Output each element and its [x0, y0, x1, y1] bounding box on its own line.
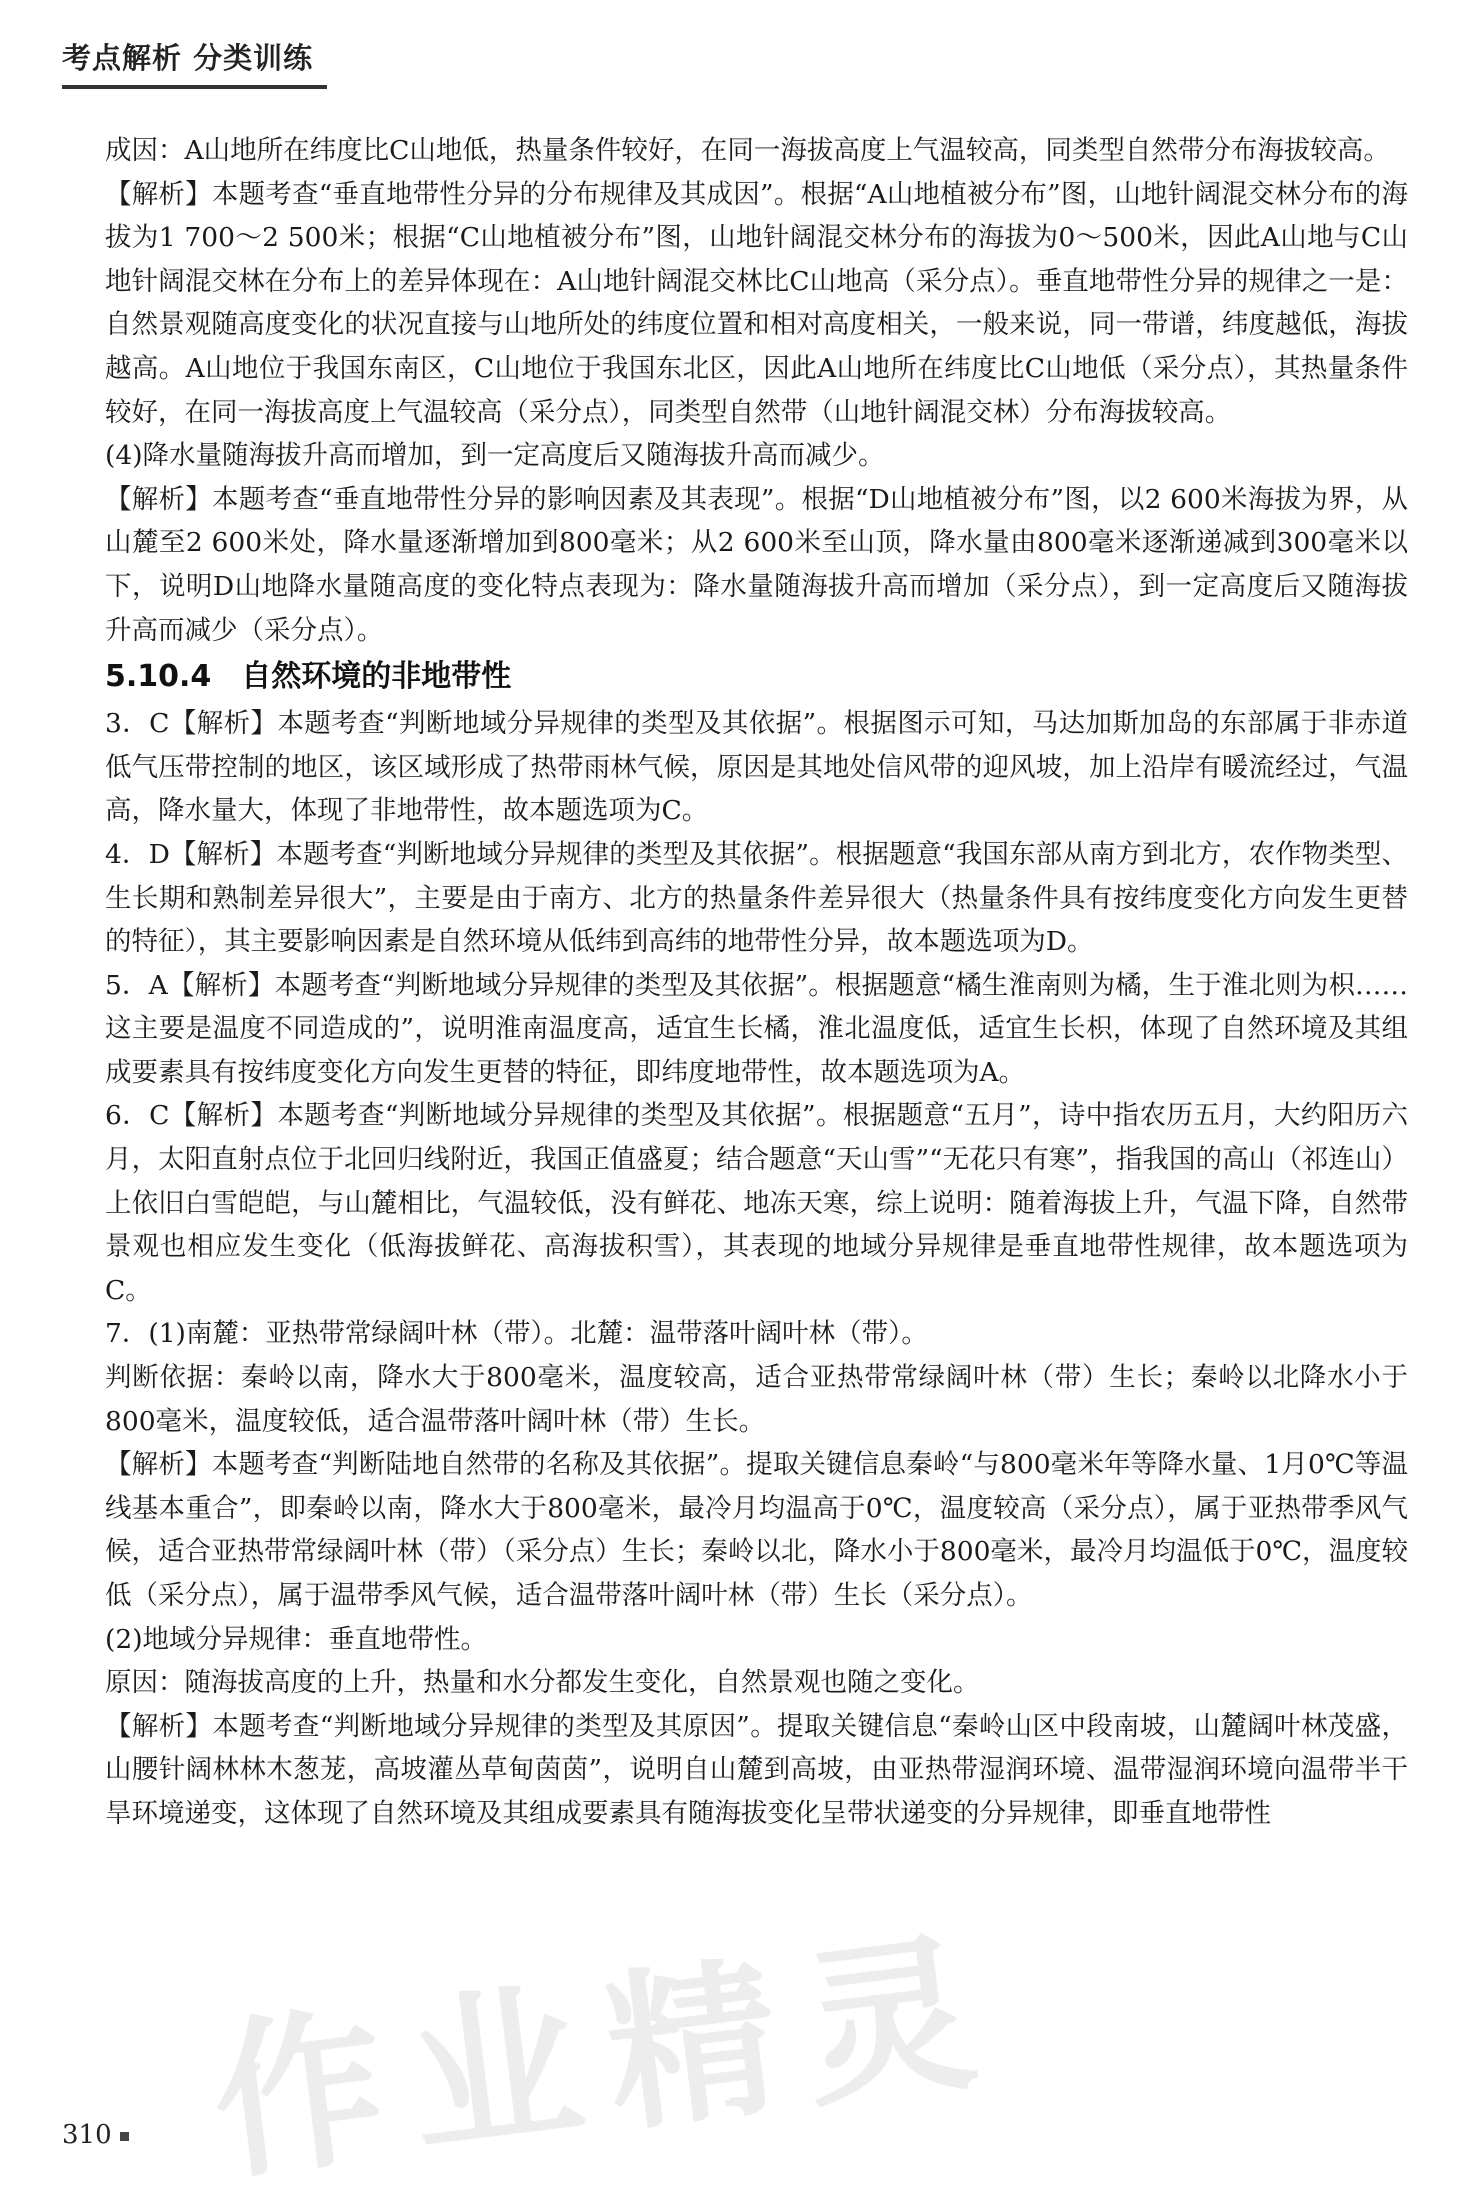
page-body: [105, 129, 1408, 1836]
page-number: 310: [62, 2120, 112, 2150]
paragraph-answer-3: 3．C【解析】本题考查“判断地域分异规律的类型及其依据”。根据图示可知，马达加斯加岛的东部属于非赤道低气压带控制的地区，该区域形成了热带雨林气候，原因是其地处信风带的迎风坡，加上沿岸有暖流经过，气温高，降水量大，体现了非地带性，故本题选项为C。: [105, 708, 1408, 827]
paragraph-answer-5: 5．A【解析】本题考查“判断地域分异规律的类型及其依据”。根据题意“橘生淮南则为橘，生于淮北则为枳……这主要是温度不同造成的”，说明淮南温度高，适宜生长橘，淮北温度低，适宜生长枳，体现了自然环境及其组成要素具有按纬度变化方向发生更替的特征，即纬度地带性，故本题选项为A。: [105, 969, 1408, 1088]
header-title: 考点解析 分类训练: [62, 41, 314, 75]
paragraph-analysis-4: 【解析】本题考查“垂直地带性分异的影响因素及其表现”。根据“D山地植被分布”图，以2 600米海拔为界，从山麓至2 600米处，降水量逐渐增加到800毫米；从2 600米至山顶，降水量由800毫米逐渐递减到300毫米以下，说明D山地降水量随高度的变化特点表现为：降水量随海拔升高而增加（采分点），到一定高度后又随海拔升高而减少（采分点）。: [105, 483, 1408, 646]
paragraph-analysis-7-2: 【解析】本题考查“判断地域分异规律的类型及其原因”。提取关键信息“秦岭山区中段南坡，山麓阔叶林茂盛，山腰针阔林林木葱茏，高坡灌丛草甸茵茵”，说明自山麓到高坡，由亚热带湿润环境、温带湿润环境向温带半干旱环境递变，这体现了自然环境及其组成要素具有随海拔变化呈带状递变的分异规律，即垂直地带性: [105, 1710, 1408, 1829]
paragraph-answer-6: 6．C【解析】本题考查“判断地域分异规律的类型及其依据”。根据题意“五月”，诗中指农历五月，大约阳历六月，太阳直射点位于北回归线附近，我国正值盛夏；结合题意“天山雪”“无花只有寒”，指我国的高山（祁连山）上依旧白雪皑皑，与山麓相比，气温较低，没有鲜花、地冻天寒，综上说明：随着海拔上升，气温下降，自然带景观也相应发生变化（低海拔鲜花、高海拔积雪），其表现的地域分异规律是垂直地带性规律，故本题选项为C。: [105, 1100, 1408, 1306]
paragraph-answer-4: (4)降水量随海拔升高而增加，到一定高度后又随海拔升高而减少。: [105, 440, 885, 472]
paragraph-reason: 原因：随海拔高度的上升，热量和水分都发生变化，自然景观也随之变化。: [105, 1667, 980, 1699]
page-marker-square: [120, 2132, 129, 2141]
page-header: [62, 36, 327, 89]
paragraph-basis: 判断依据：秦岭以南，降水大于800毫米，温度较高，适合亚热带常绿阔叶林（带）生长；秦岭以北降水小于800毫米，温度较低，适合温带落叶阔叶林（带）生长。: [105, 1362, 1408, 1437]
watermark: 作业精灵: [202, 1911, 1014, 2205]
paragraph-analysis-7-1: 【解析】本题考查“判断陆地自然带的名称及其依据”。提取关键信息秦岭“与800毫米年等降水量、1月0℃等温线基本重合”，即秦岭以南，降水大于800毫米，最冷月均温高于0℃，温度较高（采分点），属于亚热带季风气候，适合亚热带常绿阔叶林（带）（采分点）生长；秦岭以北，降水小于800毫米，最冷月均温低于0℃，温度较低（采分点），属于温带季风气候，适合温带落叶阔叶林（带）生长（采分点）。: [105, 1449, 1408, 1611]
paragraph-answer-7-2: (2)地域分异规律：垂直地带性。: [105, 1623, 488, 1655]
paragraph-cause-a: 成因：A山地所在纬度比C山地低，热量条件较好，在同一海拔高度上气温较高，同类型自然带分布海拔较高。: [105, 135, 1390, 166]
paragraph-answer-7-1: 7．(1)南麓：亚热带常绿阔叶林（带）。北麓：温带落叶阔叶林（带）。: [105, 1318, 928, 1350]
paragraph-answer-4d: 4．D【解析】本题考查“判断地域分异规律的类型及其依据”。根据题意“我国东部从南方到北方，农作物类型、生长期和熟制差异很大”，主要是由于南方、北方的热量条件差异很大（热量条件具有按纬度变化方向发生更替的特征），其主要影响因素是自然环境从低纬到高纬的地带性分异，故本题选项为D。: [105, 838, 1408, 958]
section-heading: 5.10.4 自然环境的非地带性: [105, 659, 512, 695]
page-footer: [62, 2120, 129, 2150]
paragraph-analysis-a: 【解析】本题考查“垂直地带性分异的分布规律及其成因”。根据“A山地植被分布”图，山地针阔混交林分布的海拔为1 700～2 500米；根据“C山地植被分布”图，山地针阔混交林分布的海拔为0～500米，因此A山地与C山地针阔混交林在分布上的差异体现在：A山地针阔混交林比C山地高（采分点）。垂直地带性分异的规律之一是：自然景观随高度变化的状况直接与山地所处的纬度位置和相对高度相关，一般来说，同一带谱，纬度越低，海拔越高。A山地位于我国东南区，C山地位于我国东北区，因此A山地所在纬度比C山地低（采分点），其热量条件较好，在同一海拔高度上气温较高（采分点），同类型自然带（山地针阔混交林）分布海拔较高。: [105, 178, 1408, 428]
